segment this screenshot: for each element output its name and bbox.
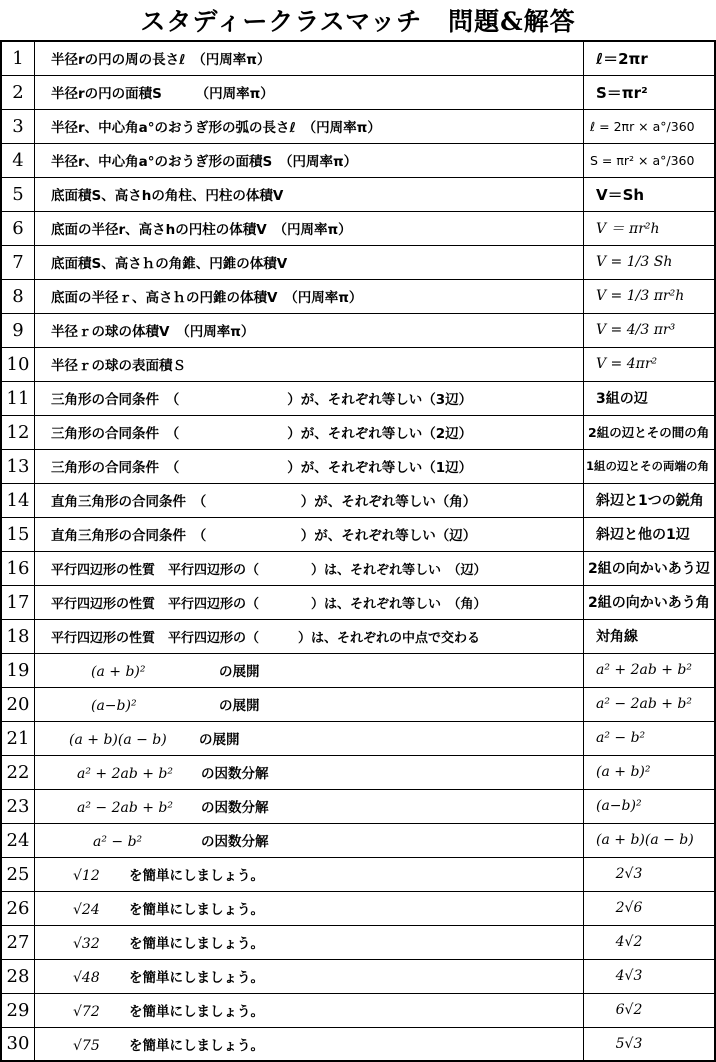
table-row xyxy=(1,789,715,823)
expression: (a + b)(a − b) xyxy=(69,732,167,748)
row-number: 23 xyxy=(1,789,35,823)
row-number: 22 xyxy=(1,755,35,789)
table-row xyxy=(1,483,715,517)
answer-cell: 4√3 xyxy=(584,959,716,993)
answer-cell: (a−b)² xyxy=(584,789,716,823)
question-cell: 底面積S、高さhの角柱、円柱の体積V xyxy=(35,177,584,211)
expression: √24 xyxy=(73,902,100,918)
answer-cell: V = 4/3 πr³ xyxy=(584,313,716,347)
question-cell: 底面積S、高さｈの角錐、円錐の体積V xyxy=(35,245,584,279)
expression: √12 xyxy=(73,868,100,884)
row-number: 15 xyxy=(1,517,35,551)
row-number: 5 xyxy=(1,177,35,211)
answer-cell: ℓ = 2πr × a°/360 xyxy=(584,109,716,143)
answer-cell: 3組の辺 xyxy=(584,381,716,415)
answer-cell: 斜辺と1つの鋭角 xyxy=(584,483,716,517)
table-row xyxy=(1,109,715,143)
row-number: 6 xyxy=(1,211,35,245)
question-cell: 平行四辺形の性質 平行四辺形の（ ）は、それぞれ等しい （辺） xyxy=(35,551,584,585)
answer-cell: V = 4πr² xyxy=(584,347,716,381)
table-row xyxy=(1,313,715,347)
expression: √32 xyxy=(73,936,100,952)
answer-cell: ℓ＝2πr xyxy=(584,41,716,75)
table-row xyxy=(1,823,715,857)
row-number: 21 xyxy=(1,721,35,755)
expression: (a + b)² xyxy=(91,664,146,680)
answer-cell: a² + 2ab + b² xyxy=(584,653,716,687)
question-cell: 直角三角形の合同条件 （ ）が、それぞれ等しい（辺） xyxy=(35,517,584,551)
row-number: 24 xyxy=(1,823,35,857)
question-cell: 底面の半径r、高さhの円柱の体積V （円周率π） xyxy=(35,211,584,245)
table-row xyxy=(1,1027,715,1061)
question-text: の因数分解 xyxy=(201,834,269,850)
table-row xyxy=(1,857,715,891)
row-number: 30 xyxy=(1,1027,35,1061)
table-row xyxy=(1,381,715,415)
answer-cell: V = 1/3 πr²h xyxy=(584,279,716,313)
answer-cell: 2組の向かいあう辺 xyxy=(584,551,716,585)
answer-cell: a² − b² xyxy=(584,721,716,755)
question-cell: 底面の半径ｒ、高さｈの円錐の体積V （円周率π） xyxy=(35,279,584,313)
table-row xyxy=(1,687,715,721)
row-number: 2 xyxy=(1,75,35,109)
answer-cell: (a + b)² xyxy=(584,755,716,789)
table-row xyxy=(1,585,715,619)
page-title: スタディークラスマッチ 問題&解答 xyxy=(140,7,576,36)
row-number: 19 xyxy=(1,653,35,687)
question-cell: 半径r、中心角a°のおうぎ形の面積S （円周率π） xyxy=(35,143,584,177)
answer-cell: S＝πr² xyxy=(584,75,716,109)
expression: (a−b)² xyxy=(91,698,137,714)
table-row xyxy=(1,721,715,755)
table-row xyxy=(1,925,715,959)
answer-cell: 1組の辺とその両端の角 xyxy=(584,449,716,483)
table-row xyxy=(1,177,715,211)
question-text: の展開 xyxy=(219,698,260,714)
question-text: を簡単にしましょう。 xyxy=(129,902,264,918)
row-number: 29 xyxy=(1,993,35,1027)
row-number: 14 xyxy=(1,483,35,517)
question-cell: 三角形の合同条件 （ ）が、それぞれ等しい（3辺） xyxy=(35,381,584,415)
expression: a² − b² xyxy=(93,834,143,850)
table-row xyxy=(1,279,715,313)
row-number: 9 xyxy=(1,313,35,347)
answer-cell: 2組の辺とその間の角 xyxy=(584,415,716,449)
table-row xyxy=(1,449,715,483)
table-row xyxy=(1,619,715,653)
expression: a² − 2ab + b² xyxy=(77,800,174,816)
answer-cell: V ＝ πr²h xyxy=(584,211,716,245)
row-number: 11 xyxy=(1,381,35,415)
row-number: 20 xyxy=(1,687,35,721)
question-cell: 三角形の合同条件 （ ）が、それぞれ等しい（1辺） xyxy=(35,449,584,483)
row-number: 28 xyxy=(1,959,35,993)
row-number: 13 xyxy=(1,449,35,483)
answer-cell: 2組の向かいあう角 xyxy=(584,585,716,619)
row-number: 10 xyxy=(1,347,35,381)
table-row xyxy=(1,517,715,551)
table-row xyxy=(1,245,715,279)
answer-cell: V = 1/3 Sh xyxy=(584,245,716,279)
question-answer-table xyxy=(0,40,716,1062)
answer-cell: 2√3 xyxy=(584,857,716,891)
row-number: 27 xyxy=(1,925,35,959)
question-text: の因数分解 xyxy=(201,766,269,782)
answer-cell: 6√2 xyxy=(584,993,716,1027)
table-row xyxy=(1,755,715,789)
row-number: 25 xyxy=(1,857,35,891)
question-cell: 半径r、中心角a°のおうぎ形の弧の長さℓ （円周率π） xyxy=(35,109,584,143)
question-text: を簡単にしましょう。 xyxy=(129,1037,264,1054)
question-cell: 三角形の合同条件 （ ）が、それぞれ等しい（2辺） xyxy=(35,415,584,449)
expression: √48 xyxy=(73,970,100,986)
answer-cell: (a + b)(a − b) xyxy=(584,823,716,857)
table-row xyxy=(1,75,715,109)
question-text: を簡単にしましょう。 xyxy=(129,936,264,952)
question-text: の展開 xyxy=(199,732,240,748)
row-number: 1 xyxy=(1,41,35,75)
question-cell: 平行四辺形の性質 平行四辺形の（ ）は、それぞれ等しい （角） xyxy=(35,585,584,619)
row-number: 4 xyxy=(1,143,35,177)
question-text: を簡単にしましょう。 xyxy=(129,868,264,884)
row-number: 7 xyxy=(1,245,35,279)
table-row xyxy=(1,415,715,449)
row-number: 3 xyxy=(1,109,35,143)
expression: a² + 2ab + b² xyxy=(77,766,174,782)
row-number: 16 xyxy=(1,551,35,585)
row-number: 26 xyxy=(1,891,35,925)
question-cell: 半径ｒの球の表面積Ｓ xyxy=(35,347,584,381)
row-number: 17 xyxy=(1,585,35,619)
row-number: 8 xyxy=(1,279,35,313)
expression: √75 xyxy=(73,1037,100,1054)
table-row xyxy=(1,41,715,75)
answer-cell: 4√2 xyxy=(584,925,716,959)
question-cell: 半径rの円の周の長さℓ （円周率π） xyxy=(35,41,584,75)
row-number: 18 xyxy=(1,619,35,653)
answer-cell: a² − 2ab + b² xyxy=(584,687,716,721)
table-row xyxy=(1,143,715,177)
answer-cell: 対角線 xyxy=(584,619,716,653)
answer-cell: S = πr² × a°/360 xyxy=(584,143,716,177)
table-row xyxy=(1,653,715,687)
answer-cell: 斜辺と他の1辺 xyxy=(584,517,716,551)
table-row xyxy=(1,551,715,585)
table-row xyxy=(1,211,715,245)
question-cell: 半径rの円の面積S （円周率π） xyxy=(35,75,584,109)
question-text: を簡単にしましょう。 xyxy=(129,970,264,986)
answer-cell: V＝Sh xyxy=(584,177,716,211)
row-number: 12 xyxy=(1,415,35,449)
table-row xyxy=(1,347,715,381)
table-row xyxy=(1,959,715,993)
question-cell: 平行四辺形の性質 平行四辺形の（ ）は、それぞれの中点で交わる xyxy=(35,619,584,653)
table-row xyxy=(1,891,715,925)
question-cell: 半径ｒの球の体積V （円周率π） xyxy=(35,313,584,347)
answer-cell: 5√3 xyxy=(584,1027,716,1061)
question-text: の因数分解 xyxy=(201,800,269,816)
question-cell: 直角三角形の合同条件 （ ）が、それぞれ等しい（角） xyxy=(35,483,584,517)
answer-cell: 2√6 xyxy=(584,891,716,925)
table-row xyxy=(1,993,715,1027)
question-text: の展開 xyxy=(219,664,260,680)
question-text: を簡単にしましょう。 xyxy=(129,1004,264,1020)
expression: √72 xyxy=(73,1004,100,1020)
